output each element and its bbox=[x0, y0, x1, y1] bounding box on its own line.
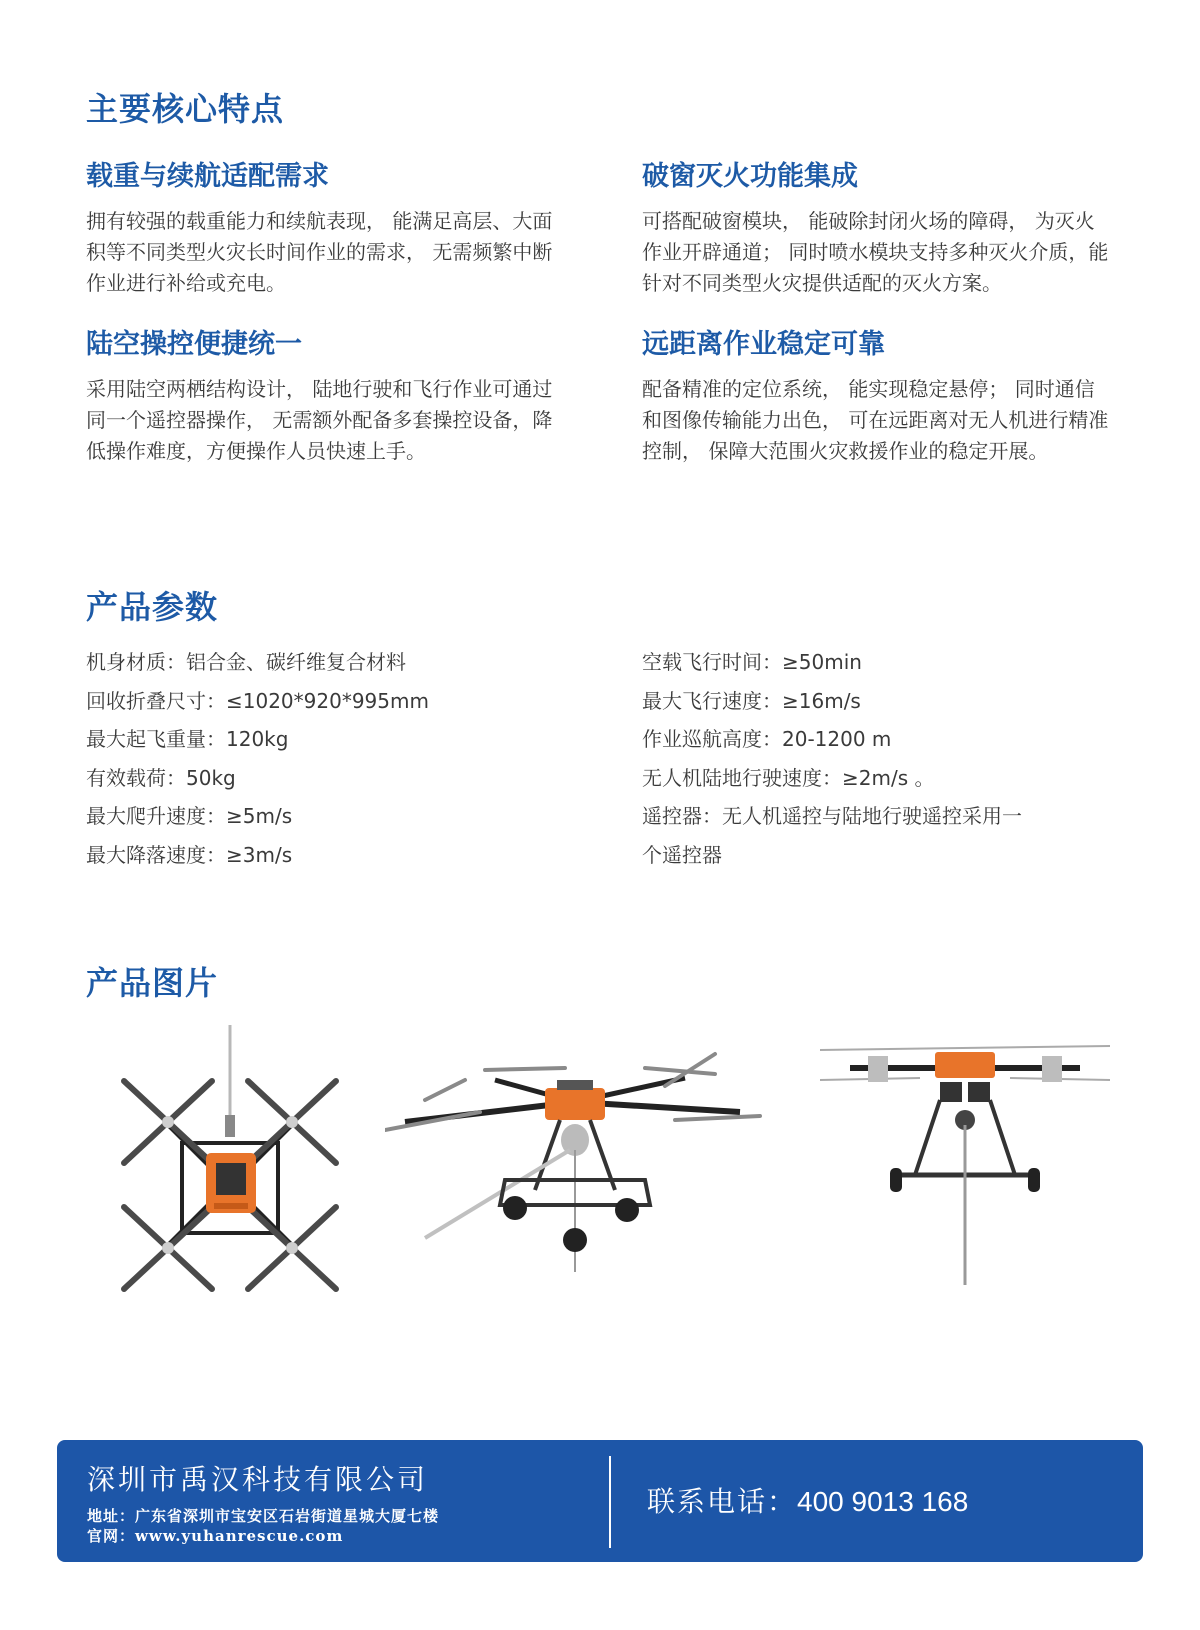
param-item: 最大飞行速度：≥16m/s bbox=[642, 688, 861, 713]
feature-text-control: 采用陆空两栖结构设计， 陆地行驶和飞行作业可通过同一个遥控器操作， 无需额外配备多套操控设备，降低操作难度，方便操作人员快速上手。 bbox=[86, 377, 553, 463]
company-contact-info bbox=[87, 1506, 439, 1546]
param-item: 最大起飞重量：120kg bbox=[86, 727, 289, 751]
params-title: 产品参数 bbox=[86, 588, 219, 626]
contact-phone bbox=[647, 1480, 968, 1520]
feature-heading-payload: 载重与续航适配需求 bbox=[86, 161, 329, 192]
phone-number[interactable]: 400 9013 168 bbox=[797, 1486, 969, 1517]
param-item: 机身材质：铝合金、碳纤维复合材料 bbox=[86, 650, 406, 674]
footer-banner bbox=[57, 1440, 1143, 1562]
param-item: 回收折叠尺寸：≤1020*920*995mm bbox=[86, 688, 429, 713]
company-website-link[interactable]: 官网：www.yuhanrescue.com bbox=[87, 1527, 344, 1545]
params-list-right bbox=[642, 643, 1022, 874]
feature-heading-window-breaking: 破窗灭火功能集成 bbox=[642, 161, 858, 192]
drone-perspective-view-image bbox=[385, 1040, 765, 1280]
phone-label: 联系电话： bbox=[647, 1485, 798, 1518]
photos-title: 产品图片 bbox=[86, 964, 219, 1002]
feature-text-long-range: 配备精准的定位系统， 能实现稳定悬停； 同时通信和图像传输能力出色， 可在远距离对无人机进行精准控制， 保障大范围火灾救援作业的稳定开展。 bbox=[642, 377, 1109, 463]
param-item: 空载飞行时间：≥50min bbox=[642, 650, 862, 674]
footer-divider bbox=[609, 1456, 611, 1548]
drone-top-view-image bbox=[110, 1025, 350, 1295]
param-item: 有效载荷：50kg bbox=[86, 765, 236, 790]
company-name: 深圳市禹汉科技有限公司 bbox=[87, 1463, 429, 1496]
param-item: 最大爬升速度：≥5m/s bbox=[86, 804, 293, 828]
drone-front-view-image bbox=[820, 1040, 1110, 1290]
feature-heading-control: 陆空操控便捷统一 bbox=[86, 329, 302, 360]
param-item: 个遥控器 bbox=[642, 842, 722, 867]
params-list-left bbox=[86, 643, 429, 874]
param-item: 最大降落速度：≥3m/s bbox=[86, 842, 293, 867]
feature-text-window-breaking: 可搭配破窗模块， 能破除封闭火场的障碍， 为灭火作业开辟通道； 同时喷水模块支持多种灭火介质，能针对不同类型火灾提供适配的灭火方案。 bbox=[642, 209, 1109, 295]
param-item: 作业巡航高度：20-1200 m bbox=[642, 727, 892, 751]
param-item: 遥控器：无人机遥控与陆地行驶遥控采用一 bbox=[642, 804, 1022, 828]
features-title: 主要核心特点 bbox=[86, 90, 285, 128]
feature-heading-long-range: 远距离作业稳定可靠 bbox=[642, 329, 885, 360]
feature-text-payload: 拥有较强的载重能力和续航表现， 能满足高层、大面积等不同类型火灾长时间作业的需求， 无需频繁中断作业进行补给或充电。 bbox=[86, 209, 553, 295]
param-item: 无人机陆地行驶速度：≥2m/s 。 bbox=[642, 765, 935, 790]
company-address: 地址：广东省深圳市宝安区石岩街道星城大厦七楼 bbox=[87, 1507, 440, 1525]
